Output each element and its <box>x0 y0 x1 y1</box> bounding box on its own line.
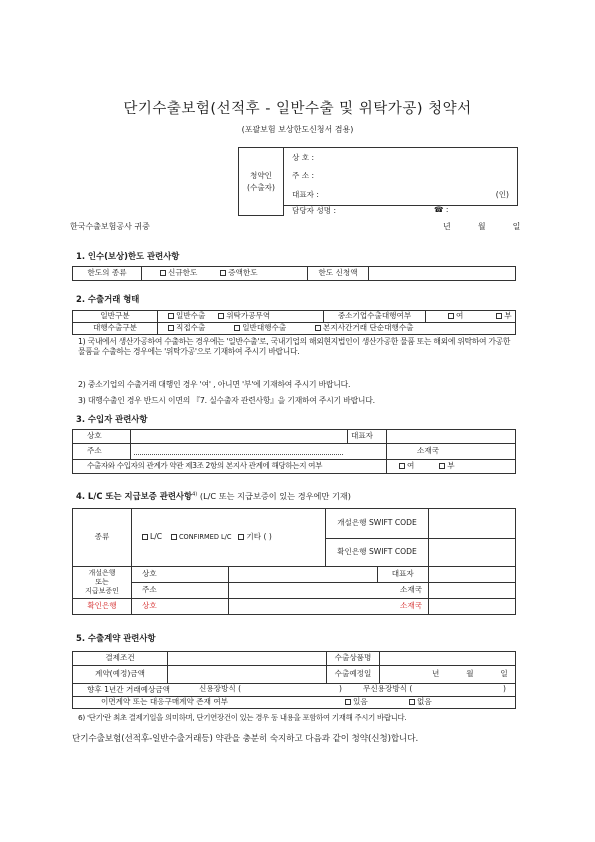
limit-type-options <box>142 267 308 281</box>
seal-mark: (인) <box>495 189 509 199</box>
applicant-trade-name-field[interactable] <box>284 148 518 168</box>
noncredit-close: ) <box>503 684 506 693</box>
increase-limit-label: 증액한도 <box>228 268 258 278</box>
prior-contract-label: 이면계약 또는 대응구매계약 존재 여부 <box>101 697 229 707</box>
trade-type-table <box>72 310 516 335</box>
section4-mark: 4) <box>192 491 198 498</box>
closing-statement: 단기수출보험(선적후-일반수출거래등) 약관을 충분히 숙지하고 다음과 같이 청약(신청)합니다. <box>72 734 419 744</box>
general-agency-label: 일반대행수출 <box>242 323 287 333</box>
applicant-representative-field[interactable] <box>284 186 518 206</box>
note-6: 6) '단기'란 최초 결제기일을 의미하며, 단기연장건이 있는 경우 동 내용을 포함하여 기재해 주시기 바랍니다. <box>78 713 407 722</box>
date-month-label: 월 <box>477 222 486 231</box>
form-subtitle: (포괄보험 보상한도신청서 겸용) <box>241 125 354 134</box>
increase-limit-checkbox[interactable] <box>220 270 226 276</box>
none-checkbox[interactable] <box>409 699 415 705</box>
credit-method-label: 신용장방식 ( <box>199 684 242 693</box>
opening-representative-input[interactable] <box>429 567 516 583</box>
section1-heading: 1. 인수(보상)한도 관련사항 <box>76 251 180 261</box>
annual-volume-label: 향후 1년간 거래예상금액 <box>87 684 171 694</box>
section2-heading: 2. 수출거래 형태 <box>76 294 140 304</box>
relation-options <box>387 460 516 474</box>
opening-bank-label: 개설은행 또는 지급보증인 <box>73 567 132 599</box>
opening-bank-swift-input[interactable] <box>429 509 516 539</box>
prior-contract-row <box>73 697 516 709</box>
applicant-address-field[interactable] <box>284 168 518 186</box>
recipient-text: 한국수출보험공사 귀중 <box>70 222 150 231</box>
limit-amount-label: 한도 신청액 <box>308 267 369 281</box>
branch-agency-label: 본지사간거래 단순대행수출 <box>323 323 414 333</box>
opening-trade-name-input[interactable] <box>229 567 378 583</box>
general-export-label: 일반수출 <box>176 311 206 321</box>
lc-table <box>72 508 516 615</box>
opening-trade-name-label: 상호 <box>132 567 229 583</box>
importer-address-label: 주소 <box>73 444 131 460</box>
opening-country-label: 소재국 <box>399 585 422 595</box>
general-type-label: 일반구분 <box>73 311 158 323</box>
importer-country-field[interactable] <box>387 444 516 460</box>
sme-agency-label: 중소기업수출대행여부 <box>324 311 426 323</box>
annual-volume-row[interactable] <box>73 684 516 697</box>
trade-name-label: 상 호 : <box>292 152 315 162</box>
importer-representative-label: 대표자 <box>348 430 387 444</box>
product-name-label: 수출상품명 <box>327 652 380 666</box>
exists-label: 있음 <box>353 697 368 706</box>
application-date-field[interactable] <box>443 221 520 232</box>
exists-checkbox[interactable] <box>345 699 351 705</box>
contract-table <box>72 651 516 709</box>
sme-yes-label: 여 <box>456 311 464 321</box>
relation-question: 수출자와 수입자의 관계가 약관 제3조 2항의 본지사 관계에 해당하는지 여부 <box>73 460 387 474</box>
relation-yes-checkbox[interactable] <box>399 463 405 469</box>
applicant-table <box>238 147 518 216</box>
section4-heading: 4. L/C 또는 지급보증 관련사항 <box>76 491 193 501</box>
lc-label: L/C <box>150 532 163 542</box>
export-date-label: 수출예정일 <box>327 666 380 684</box>
relation-no-label: 부 <box>447 461 455 471</box>
applicant-label: 청약인 (수출자) <box>239 148 284 216</box>
confirming-country-label: 소재국 <box>399 601 422 611</box>
importer-country-label: 소재국 <box>417 446 440 456</box>
opening-representative-label: 대표자 <box>377 567 429 583</box>
agency-type-label: 대행수출구분 <box>73 323 158 335</box>
new-limit-checkbox[interactable] <box>160 270 166 276</box>
payment-terms-label: 결제조건 <box>73 652 168 666</box>
confirmed-lc-checkbox[interactable] <box>171 534 177 540</box>
agency-type-options <box>158 323 516 335</box>
processing-trade-label: 위탁가공무역 <box>226 311 271 321</box>
applicant-contact-field[interactable] <box>284 206 518 216</box>
lc-checkbox[interactable] <box>142 534 148 540</box>
general-export-checkbox[interactable] <box>168 313 174 319</box>
importer-trade-name-label: 상호 <box>73 430 131 444</box>
direct-export-checkbox[interactable] <box>168 325 174 331</box>
branch-agency-checkbox[interactable] <box>315 325 321 331</box>
form-title: 단기수출보험(선적후 - 일반수출 및 위탁가공) 청약서 <box>123 101 472 117</box>
confirming-country-input[interactable] <box>429 599 516 615</box>
sme-no-label: 부 <box>504 311 512 321</box>
confirming-trade-name-input[interactable] <box>229 599 429 615</box>
payment-terms-input[interactable] <box>168 652 327 666</box>
note-3: 3) 대행수출인 경우 반드시 이면의 『7. 실수출자 관련사항』을 기재하여 주시기 바랍니다. <box>78 396 375 405</box>
confirming-bank-swift-label: 확인은행 SWIFT CODE <box>326 539 429 567</box>
opening-address-label: 주소 <box>132 583 229 599</box>
section3-heading: 3. 수입자 관련사항 <box>76 414 148 424</box>
limit-table <box>72 266 516 281</box>
confirming-bank-swift-input[interactable] <box>429 539 516 567</box>
export-date-input[interactable] <box>380 666 516 684</box>
date-day-label: 일 <box>512 222 521 231</box>
new-limit-label: 신규한도 <box>168 268 198 278</box>
limit-amount-input[interactable] <box>369 267 516 281</box>
other-checkbox[interactable] <box>238 534 244 540</box>
relation-no-checkbox[interactable] <box>439 463 445 469</box>
product-name-input[interactable] <box>380 652 516 666</box>
address-label: 주 소 : <box>292 171 315 181</box>
credit-close: ) <box>339 684 342 693</box>
phone-label: ☎ : <box>434 205 449 214</box>
export-day-label: 일 <box>500 669 508 679</box>
importer-address-input[interactable] <box>131 444 387 460</box>
section4-heading-line <box>76 490 351 502</box>
opening-country-input[interactable] <box>429 583 516 599</box>
direct-export-label: 직접수출 <box>176 323 206 333</box>
sme-yes-checkbox[interactable] <box>448 313 454 319</box>
relation-yes-label: 여 <box>407 461 415 471</box>
limit-type-label: 한도의 종류 <box>73 267 142 281</box>
none-label: 없음 <box>417 697 432 706</box>
note-2: 2) 중소기업의 수출거래 대행인 경우 '여' , 아니면 '부'에 기재하여 주시기 바랍니다. <box>78 380 351 389</box>
export-year-label: 년 <box>432 669 440 679</box>
opening-address-input[interactable] <box>229 583 429 599</box>
opening-bank-swift-label: 개설은행 SWIFT CODE <box>326 509 429 539</box>
sme-agency-options <box>426 311 516 323</box>
other-label: 기타 ( ) <box>246 532 272 542</box>
sme-no-checkbox[interactable] <box>496 313 502 319</box>
general-type-options <box>158 311 324 323</box>
date-year-label: 년 <box>443 222 451 231</box>
section4-note: (L/C 또는 지급보증이 있는 경우에만 기재) <box>199 491 351 501</box>
confirming-trade-name-label: 상호 <box>132 599 229 615</box>
noncredit-method-label: 무신용장방식 ( <box>363 684 413 693</box>
contract-amount-input[interactable] <box>168 666 327 684</box>
representative-label: 대표자 : <box>292 190 319 200</box>
section5-heading: 5. 수출계약 관련사항 <box>76 633 156 643</box>
importer-representative-input[interactable] <box>387 430 516 444</box>
processing-trade-checkbox[interactable] <box>218 313 224 319</box>
importer-trade-name-input[interactable] <box>131 430 348 444</box>
general-agency-checkbox[interactable] <box>234 325 240 331</box>
lc-kind-options <box>132 509 326 567</box>
export-month-label: 월 <box>466 669 474 679</box>
contract-amount-label: 계약(예정)금액 <box>73 666 168 684</box>
confirmed-lc-label: CONFIRMED L/C <box>178 533 232 542</box>
note-1: 1) 국내에서 생산가공하여 수출하는 경우에는 '일반수출'로, 국내기업의 해외현지법인이 생산가공한 물품 또는 해외에 위탁하여 가공한 물품을 수출하는 경우에는 '위탁가공'으로 기재하여 주시기 바랍니다. <box>78 337 511 356</box>
lc-kind-label: 종류 <box>73 509 132 567</box>
importer-table <box>72 429 516 474</box>
confirming-bank-label: 확인은행 <box>73 599 132 615</box>
contact-person-label: 담당자 성명 : <box>292 205 337 215</box>
